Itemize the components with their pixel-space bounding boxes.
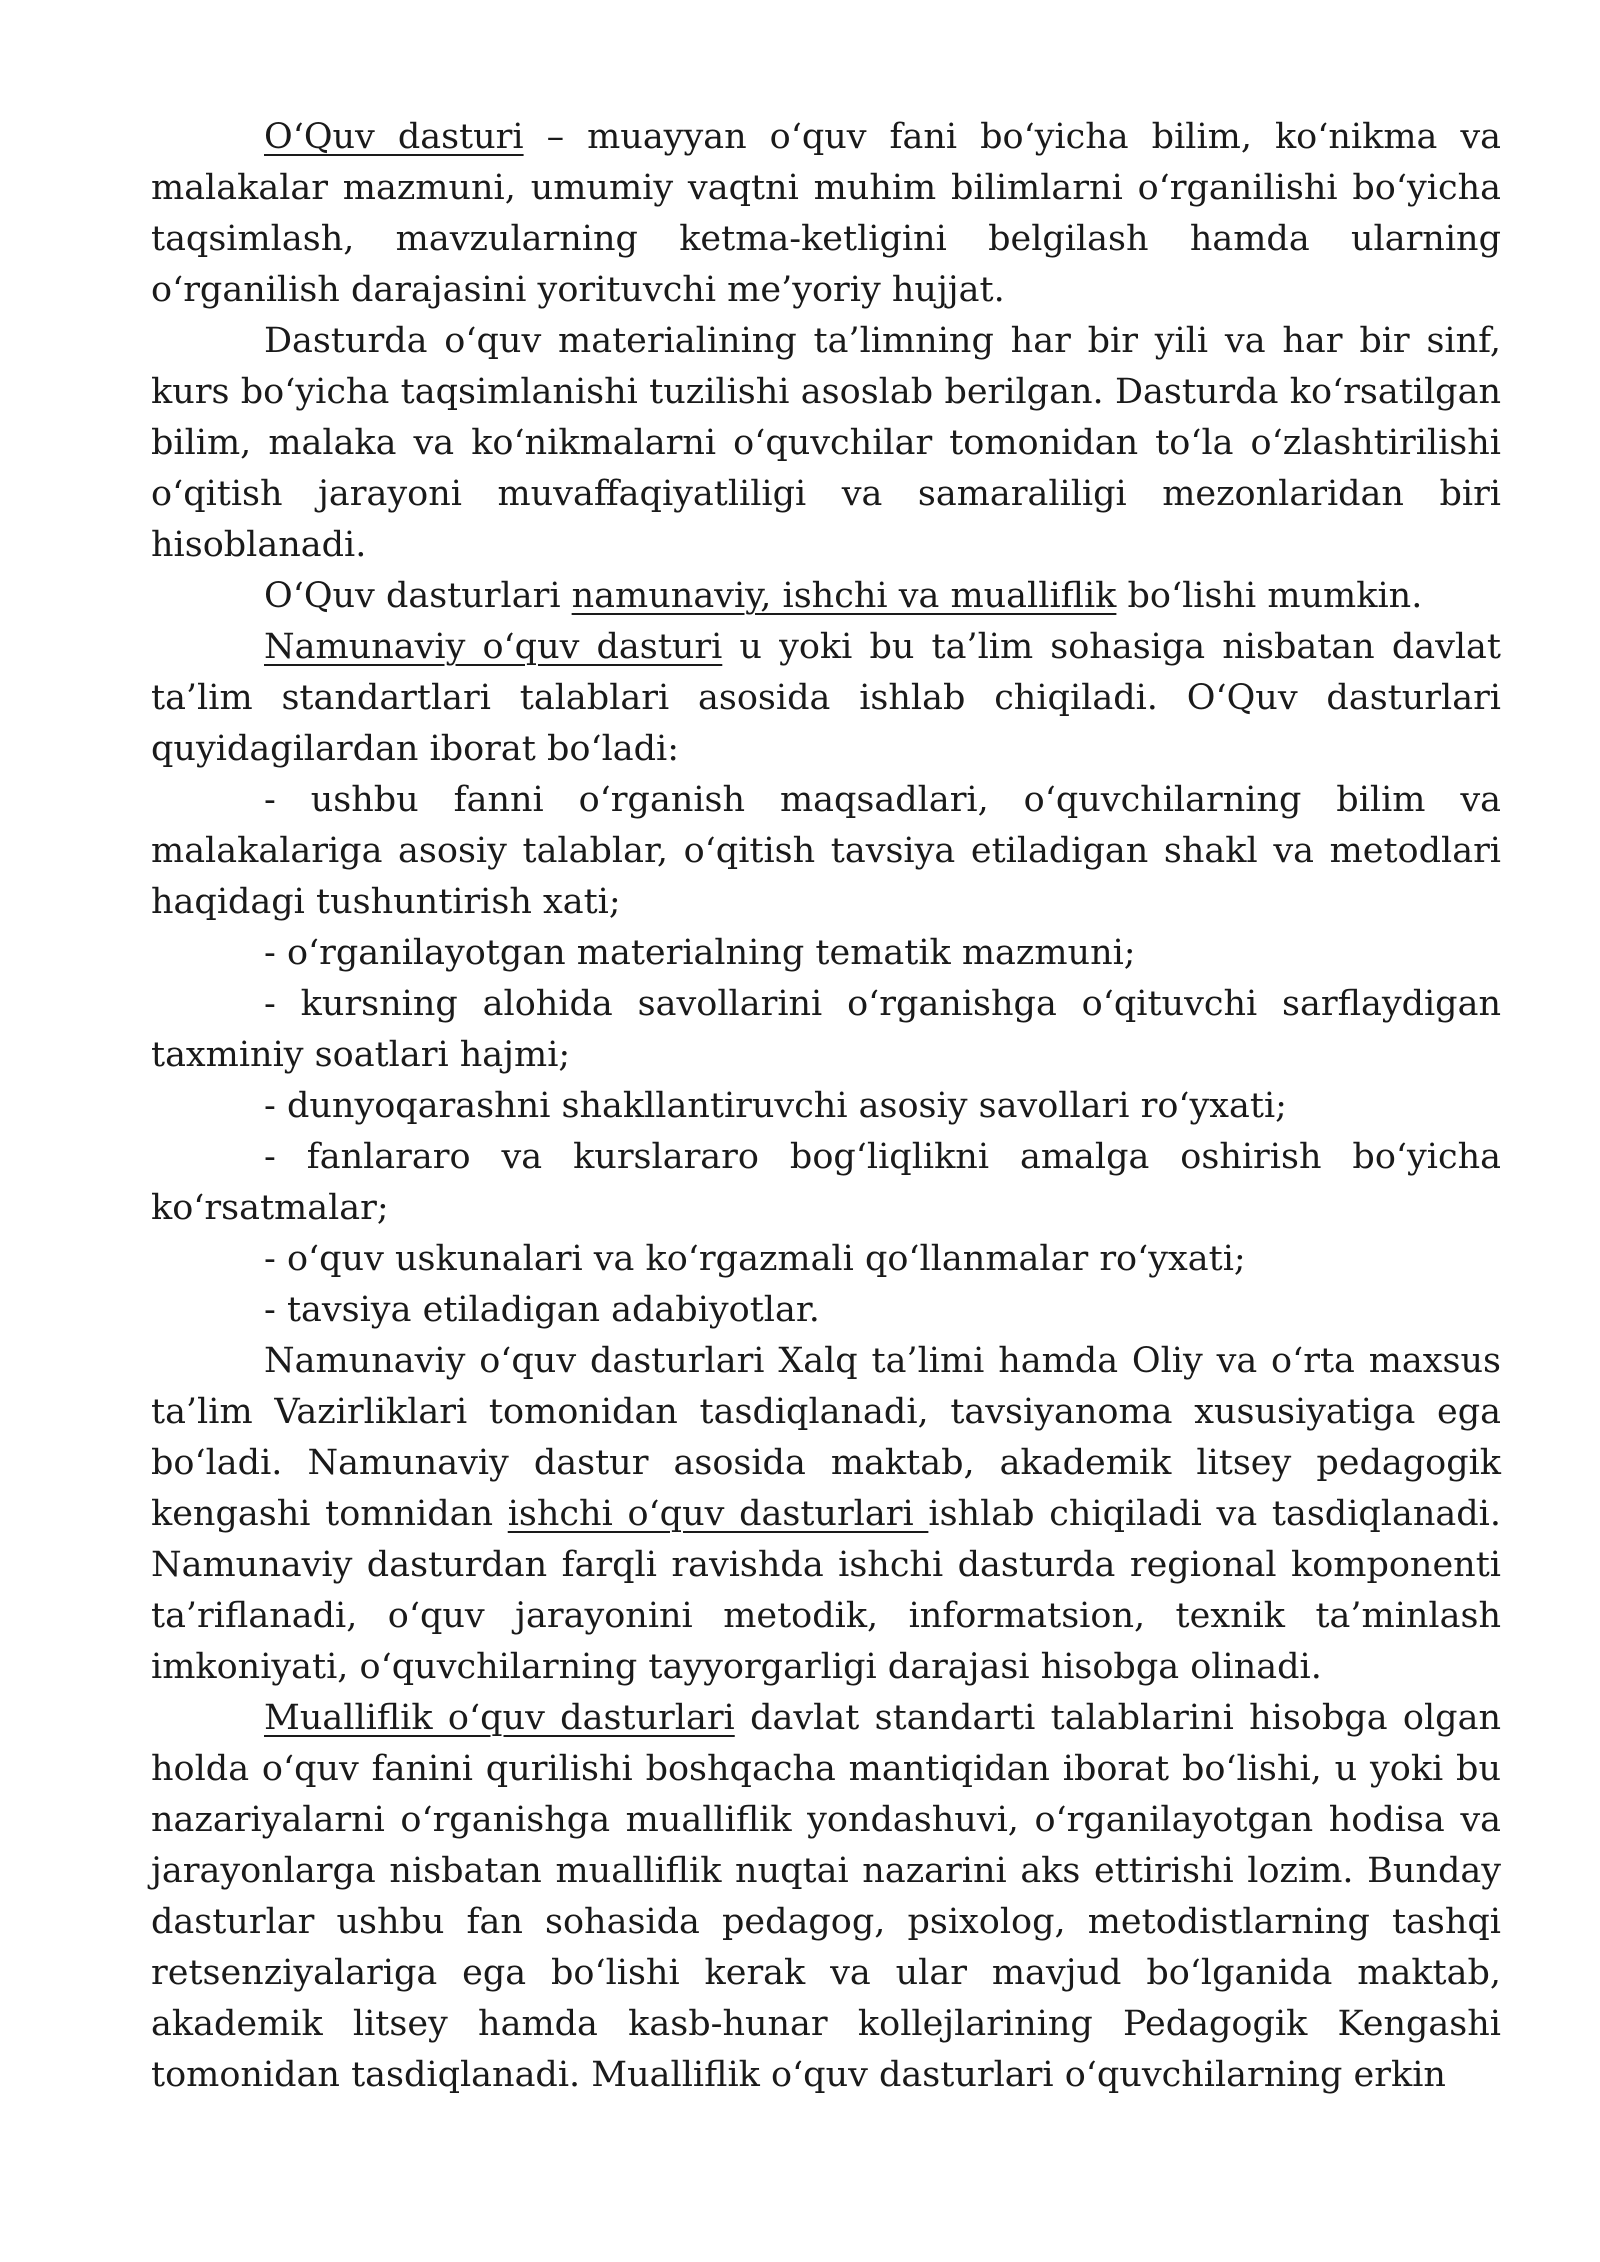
document-page bbox=[151, 112, 1501, 2101]
list-item: - dunyoqarashni shakllantiruvchi asosiy savollari ro‘yxati; bbox=[264, 1086, 1287, 1126]
list-item: - tavsiya etiladigan adabiyotlar. bbox=[264, 1290, 820, 1330]
term-namunaviy: Namunaviy o‘quv dasturi bbox=[264, 627, 723, 667]
types-paragraph bbox=[151, 571, 1501, 622]
paragraph-text: ishlab chiqiladi va tasdiqlanadi. Namunaviy dasturdan farqli ravishda ishchi dasturda regional komponenti ta’riflanadi, o‘quv jarayonini metodik, informatsion, texnik ta’minlash imkoniyati, o‘quvchilarning tayyorgarligi darajasi hisobga olinadi. bbox=[151, 1494, 1501, 1687]
term-oquv-dasturi: O‘Quv dasturi bbox=[264, 117, 524, 157]
definition-paragraph bbox=[151, 112, 1501, 316]
approval-paragraph bbox=[151, 1336, 1501, 1693]
paragraph-text: Namunaviy o‘quv dasturlari Xalq ta’limi hamda Oliy va o‘rta maxsus ta’lim Vazirliklari tomonidan tasdiqlanadi, tavsiyanoma xususiyatiga ega bo‘ladi. Namunaviy dastur asosida maktab, akademik litsey pedagogik kengashi tomnidan bbox=[151, 1341, 1501, 1534]
paragraph-text: Dasturda o‘quv materialining ta’limning har bir yili va har bir sinf, kurs bo‘yicha taqsimlanishi tuzilishi asoslab berilgan. Dasturda ko‘rsatilgan bilim, malaka va ko‘nikmalarni o‘quvchilar tomonidan to‘la o‘zlashtirilishi o‘qitish jarayoni muvaffaqiyatliligi va samaraliligi mezonlaridan biri hisoblanadi. bbox=[151, 321, 1501, 565]
definition-text: – muayyan o‘quv fani bo‘yicha bilim, ko‘nikma va malakalar mazmuni, umumiy vaqtni muhim bilimlarni o‘rganilishi bo‘yicha taqsimlash, mavzularning ketma-ketligini belgilash hamda ularning o‘rganilish darajasini yorituvchi me’yoriy hujjat. bbox=[151, 117, 1502, 310]
term-mualliflik: Mualliflik o‘quv dasturlari bbox=[264, 1698, 735, 1738]
list-item: - kursning alohida savollarini o‘rganishga o‘qituvchi sarflaydigan taxminiy soatlari hajmi; bbox=[151, 984, 1501, 1075]
paragraph-text: O‘Quv dasturlari bbox=[264, 576, 572, 616]
mualliflik-paragraph bbox=[151, 1693, 1501, 2101]
paragraph-text: bo‘lishi mumkin. bbox=[1116, 576, 1423, 616]
list-item: - ushbu fanni o‘rganish maqsadlari, o‘quvchilarning bilim va malakalariga asosiy talablar, o‘qitish tavsiya etiladigan shakl va metodlari haqidagi tushuntirish xati; bbox=[151, 780, 1501, 922]
list-item: - fanlararo va kurslararo bog‘liqlikni amalga oshirish bo‘yicha ko‘rsatmalar; bbox=[151, 1137, 1501, 1228]
list-item: - o‘rganilayotgan materialning tematik mazmuni; bbox=[264, 933, 1136, 973]
body-paragraph bbox=[151, 316, 1501, 571]
namunaviy-paragraph bbox=[151, 622, 1501, 775]
types-underlined: namunaviy, ishchi va mualliflik bbox=[571, 576, 1117, 616]
paragraph-text: davlat standarti talablarini hisobga olgan holda o‘quv fanini qurilishi boshqacha mantiqidan iborat bo‘lishi, u yoki bu nazariyalarni o‘rganishga mualliflik yondashuvi, o‘rganilayotgan hodisa va jarayonlarga nisbatan mualliflik nuqtai nazarini aks ettirishi lozim. Bunday dasturlar ushbu fan sohasida pedagog, psixolog, metodistlarning tashqi retsenziyalariga ega bo‘lishi kerak va ular mavjud bo‘lganida maktab, akademik litsey hamda kasb-hunar kollejlarining Pedagogik Kengashi tomonidan tasdiqlanadi. Mualliflik o‘quv dasturlari o‘quvchilarning erkin bbox=[151, 1698, 1501, 2095]
term-ishchi: ishchi o‘quv dasturlari bbox=[507, 1494, 929, 1534]
paragraph-text: u yoki bu ta’lim sohasiga nisbatan davlat ta’lim standartlari talablari asosida ishlab chiqiladi. O‘Quv dasturlari quyidagilardan iborat bo‘ladi: bbox=[151, 627, 1501, 769]
list-item: - o‘quv uskunalari va ko‘rgazmali qo‘llanmalar ro‘yxati; bbox=[264, 1239, 1246, 1279]
